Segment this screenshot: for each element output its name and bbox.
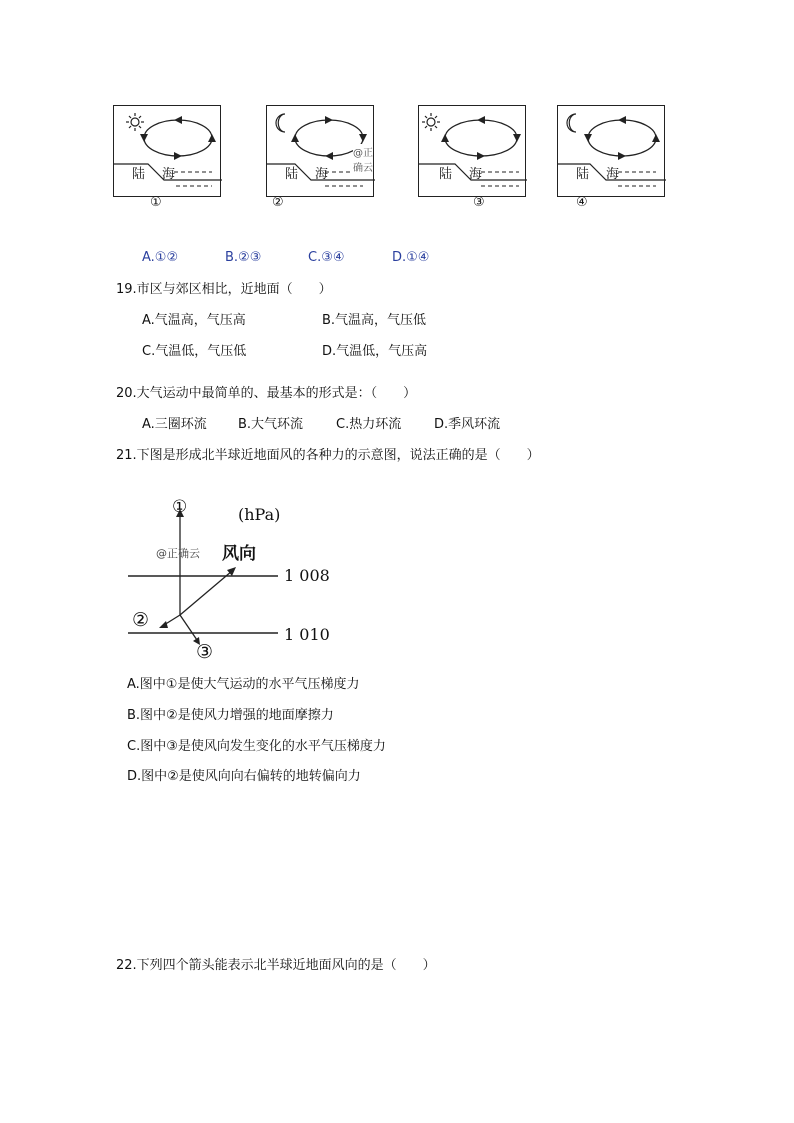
wind-force-diagram [120, 495, 360, 670]
wind-direction-label: 风向 [222, 544, 256, 564]
land-label: 陆 [285, 167, 299, 182]
q19-option-a: A.气温高，气压高 [142, 313, 246, 328]
q21-option-b: B.图中②是使风力增强的地面摩擦力 [127, 708, 334, 723]
circulation-panel-1 [113, 105, 221, 197]
panel-number-3: ③ [473, 195, 485, 210]
q21-option-a: A.图中①是使大气运动的水平气压梯度力 [127, 677, 360, 692]
sea-label: 海 [162, 167, 176, 182]
q18-option-a: A.①② [142, 250, 179, 265]
q21-option-c: C.图中③是使风向发生变化的水平气压梯度力 [127, 739, 386, 754]
q19-option-c: C.气温低，气压低 [142, 344, 247, 359]
sea-label: 海 [469, 167, 483, 182]
isobar-label-1008: 1 008 [284, 566, 330, 585]
sea-label: 海 [606, 167, 620, 182]
panel-number-1: ① [150, 195, 162, 210]
q21-option-d: D.图中②是使风向向右偏转的地转偏向力 [127, 769, 361, 784]
q20-option-b: B.大气环流 [238, 417, 304, 432]
moon-icon [276, 114, 285, 132]
q20-option-d: D.季风环流 [434, 417, 501, 432]
watermark: @正确云 [156, 547, 200, 560]
panel-number-4: ④ [576, 195, 588, 210]
q21-stem: 21.下图是形成北半球近地面风的各种力的示意图，说法正确的是（ ） [116, 448, 540, 463]
q18-option-d: D.①④ [392, 250, 430, 265]
land-label: 陆 [576, 167, 590, 182]
force-marker-1: ① [172, 497, 188, 517]
land-label: 陆 [439, 167, 453, 182]
sun-icon [126, 113, 144, 131]
land-label: 陆 [132, 167, 146, 182]
sea-label: 海 [315, 167, 329, 182]
circulation-diagram-1 [114, 106, 222, 198]
q18-option-c: C.③④ [308, 250, 345, 265]
q20-option-a: A.三圈环流 [142, 417, 207, 432]
panel-number-2: ② [272, 195, 284, 210]
q20-option-c: C.热力环流 [336, 417, 402, 432]
moon-icon [567, 114, 576, 132]
force-marker-3: ③ [196, 641, 214, 663]
q18-option-b: B.②③ [225, 250, 262, 265]
q20-stem: 20.大气运动中最简单的、最基本的形式是：（ ） [116, 386, 417, 401]
sun-icon [422, 113, 440, 131]
q19-option-d: D.气温低，气压高 [322, 344, 428, 359]
circulation-diagram-3 [419, 106, 527, 198]
q22-stem: 22.下列四个箭头能表示北半球近地面风向的是（ ） [116, 958, 436, 973]
circulation-panel-2 [266, 105, 374, 197]
circulation-diagram-4 [558, 106, 666, 198]
circulation-panel-4 [557, 105, 665, 197]
circulation-panel-3 [418, 105, 526, 197]
watermark: @正确云 [353, 144, 373, 174]
isobar-label-1010: 1 010 [284, 625, 330, 644]
q19-stem: 19.市区与郊区相比，近地面（ ） [116, 282, 332, 297]
q19-option-b: B.气温高，气压低 [322, 313, 427, 328]
force-marker-2: ② [132, 609, 150, 631]
unit-label: (hPa) [238, 505, 281, 524]
